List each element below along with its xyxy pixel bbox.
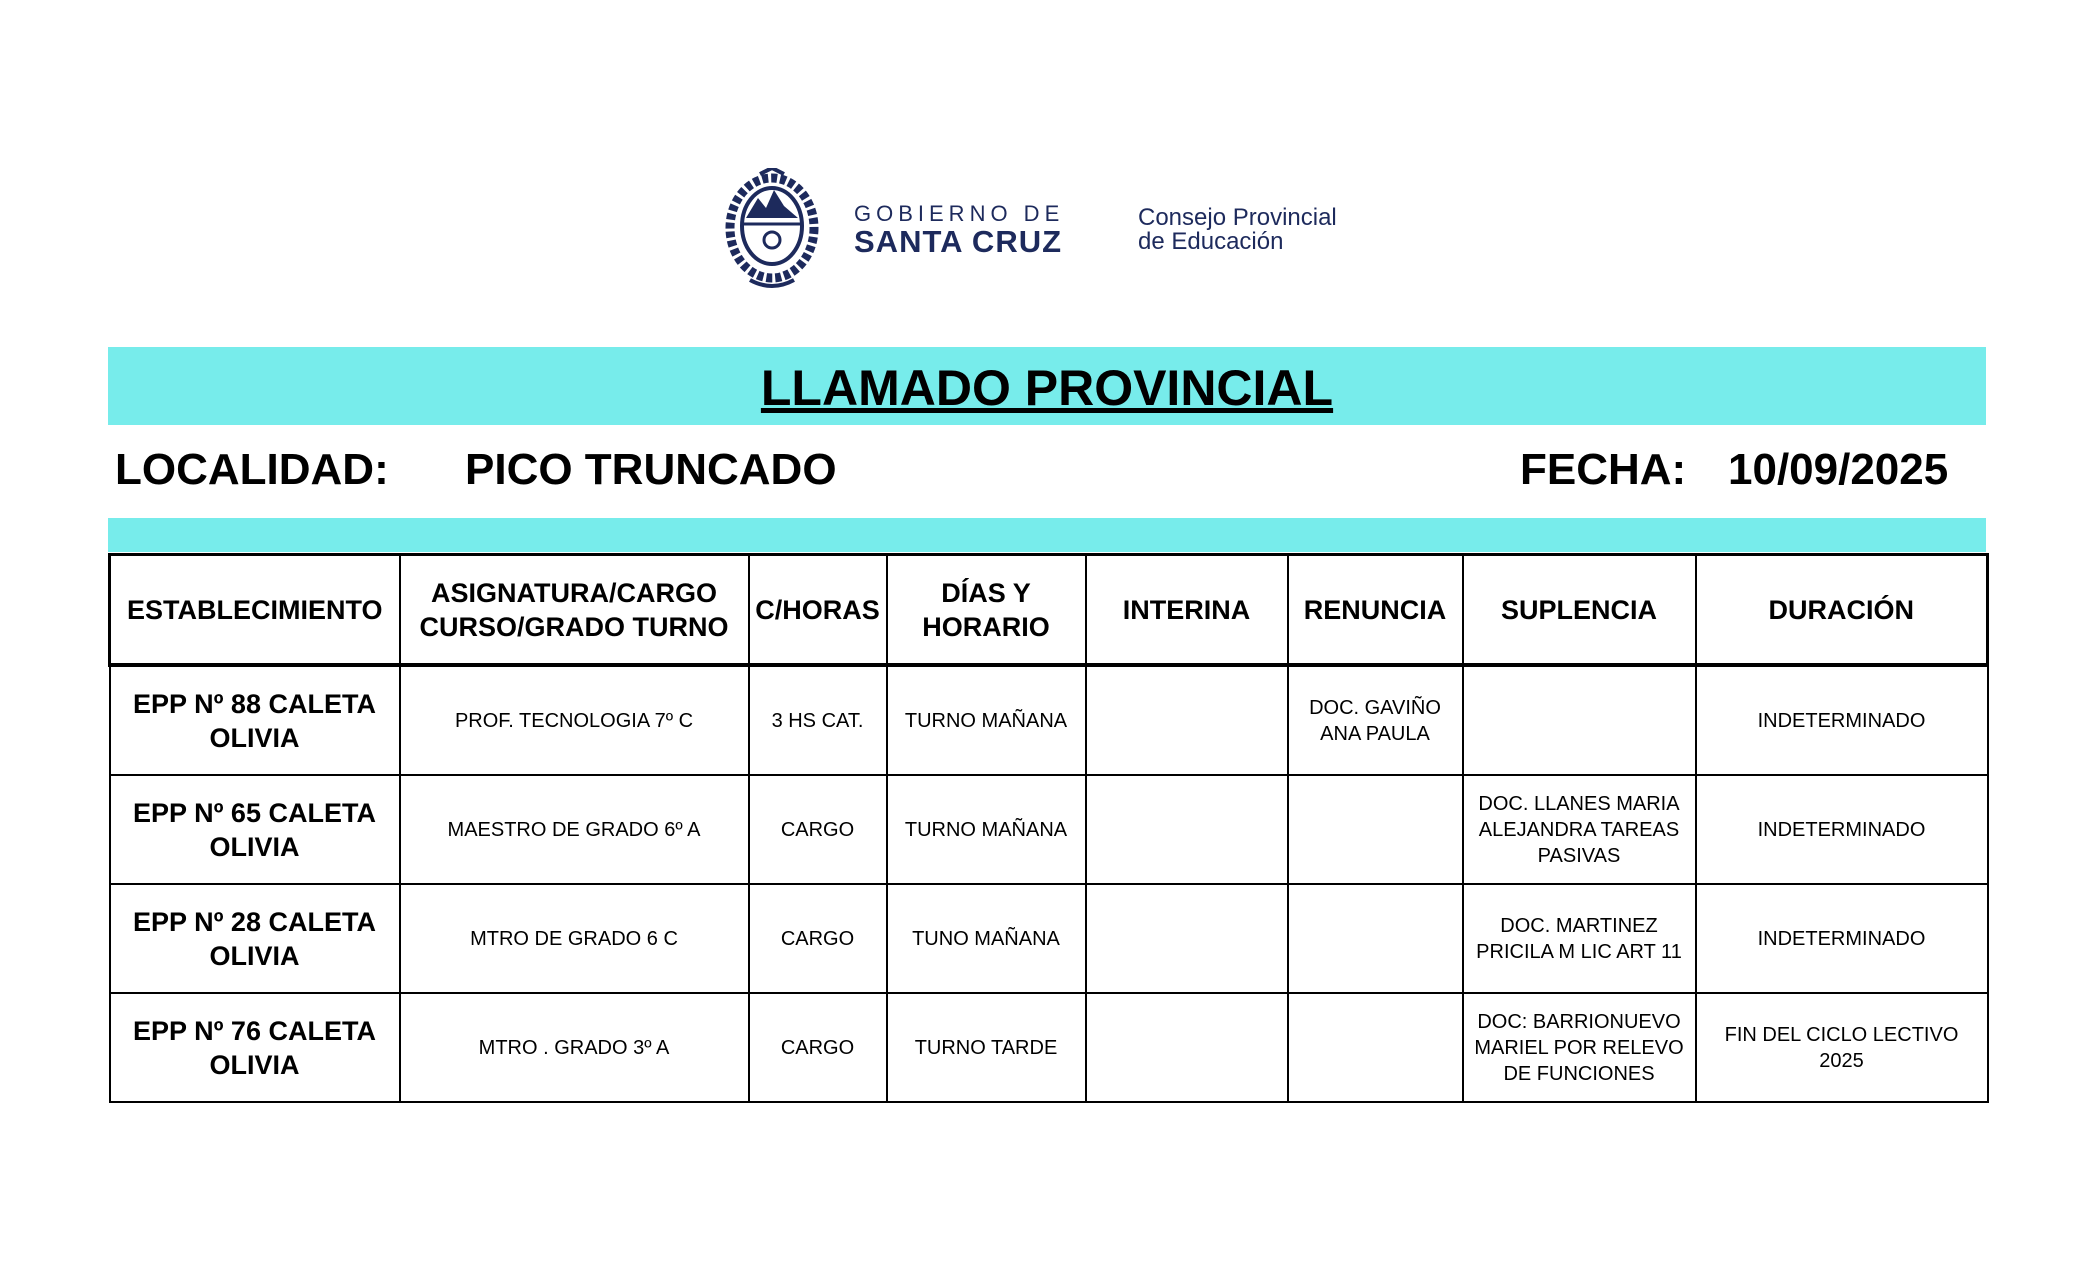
table-row [110, 993, 1988, 1102]
cell-interina [1086, 884, 1288, 993]
cell-renuncia [1288, 775, 1463, 884]
cell-establecimiento: EPP Nº 65 CALETA OLIVIA [110, 775, 400, 884]
cell-establecimiento: EPP Nº 28 CALETA OLIVIA [110, 884, 400, 993]
cell-dias: TUNO MAÑANA [887, 884, 1086, 993]
header-dias: DÍAS Y HORARIO [887, 555, 1086, 666]
header-asignatura: ASIGNATURA/CARGO CURSO/GRADO TURNO [400, 555, 749, 666]
cell-renuncia [1288, 884, 1463, 993]
cell-duracion: INDETERMINADO [1696, 665, 1988, 775]
council-name [1138, 206, 1337, 254]
date-label: FECHA: [1520, 445, 1687, 494]
wordmark-line-1: GOBIERNO DE [854, 201, 1065, 226]
table-row [110, 884, 1988, 993]
cell-horas: CARGO [749, 884, 887, 993]
cell-horas: CARGO [749, 775, 887, 884]
cell-suplencia [1463, 665, 1696, 775]
cell-asignatura: MAESTRO DE GRADO 6º A [400, 775, 749, 884]
page-title: LLAMADO PROVINCIAL [760, 360, 1334, 416]
header-interina: INTERINA [1086, 555, 1288, 666]
cell-duracion: INDETERMINADO [1696, 884, 1988, 993]
table-row [110, 775, 1988, 884]
cell-suplencia: DOC. MARTINEZ PRICILA M LIC ART 11 [1463, 884, 1696, 993]
cell-suplencia: DOC: BARRIONUEVO MARIEL POR RELEVO DE FUNCIONES [1463, 993, 1696, 1102]
cell-asignatura: MTRO . GRADO 3º A [400, 993, 749, 1102]
cell-suplencia: DOC. LLANES MARIA ALEJANDRA TAREAS PASIVAS [1463, 775, 1696, 884]
cell-renuncia: DOC. GAVIÑO ANA PAULA [1288, 665, 1463, 775]
separator-band [108, 518, 1986, 552]
header-logo [720, 168, 1370, 290]
santa-cruz-coat-of-arms-icon [720, 168, 825, 290]
vacancies-table [108, 553, 1989, 1103]
date-value: 10/09/2025 [1728, 445, 1949, 494]
title-band [108, 347, 1986, 425]
cell-interina [1086, 665, 1288, 775]
wordmark-line-2: SANTA CRUZ [854, 224, 1063, 259]
header-duracion: DURACIÓN [1696, 555, 1988, 666]
locality-label: LOCALIDAD: [115, 445, 389, 494]
council-line-1: Consejo Provincial [1138, 204, 1337, 231]
table-header-row [110, 555, 1988, 666]
cell-horas: CARGO [749, 993, 887, 1102]
cell-interina [1086, 993, 1288, 1102]
council-line-2: de Educación [1138, 228, 1284, 255]
cell-asignatura: PROF. TECNOLOGIA 7º C [400, 665, 749, 775]
cell-dias: TURNO MAÑANA [887, 775, 1086, 884]
header-horas: C/HORAS [749, 555, 887, 666]
cell-establecimiento: EPP Nº 88 CALETA OLIVIA [110, 665, 400, 775]
cell-establecimiento: EPP Nº 76 CALETA OLIVIA [110, 993, 400, 1102]
header-establecimiento: ESTABLECIMIENTO [110, 555, 400, 666]
cell-dias: TURNO MAÑANA [887, 665, 1086, 775]
government-wordmark [854, 202, 1064, 258]
cell-duracion: INDETERMINADO [1696, 775, 1988, 884]
cell-duracion: FIN DEL CICLO LECTIVO 2025 [1696, 993, 1988, 1102]
cell-dias: TURNO TARDE [887, 993, 1086, 1102]
header-suplencia: SUPLENCIA [1463, 555, 1696, 666]
locality-value: PICO TRUNCADO [465, 445, 837, 494]
cell-renuncia [1288, 993, 1463, 1102]
cell-asignatura: MTRO DE GRADO 6 C [400, 884, 749, 993]
header-renuncia: RENUNCIA [1288, 555, 1463, 666]
cell-horas: 3 HS CAT. [749, 665, 887, 775]
table-row [110, 665, 1988, 775]
cell-interina [1086, 775, 1288, 884]
